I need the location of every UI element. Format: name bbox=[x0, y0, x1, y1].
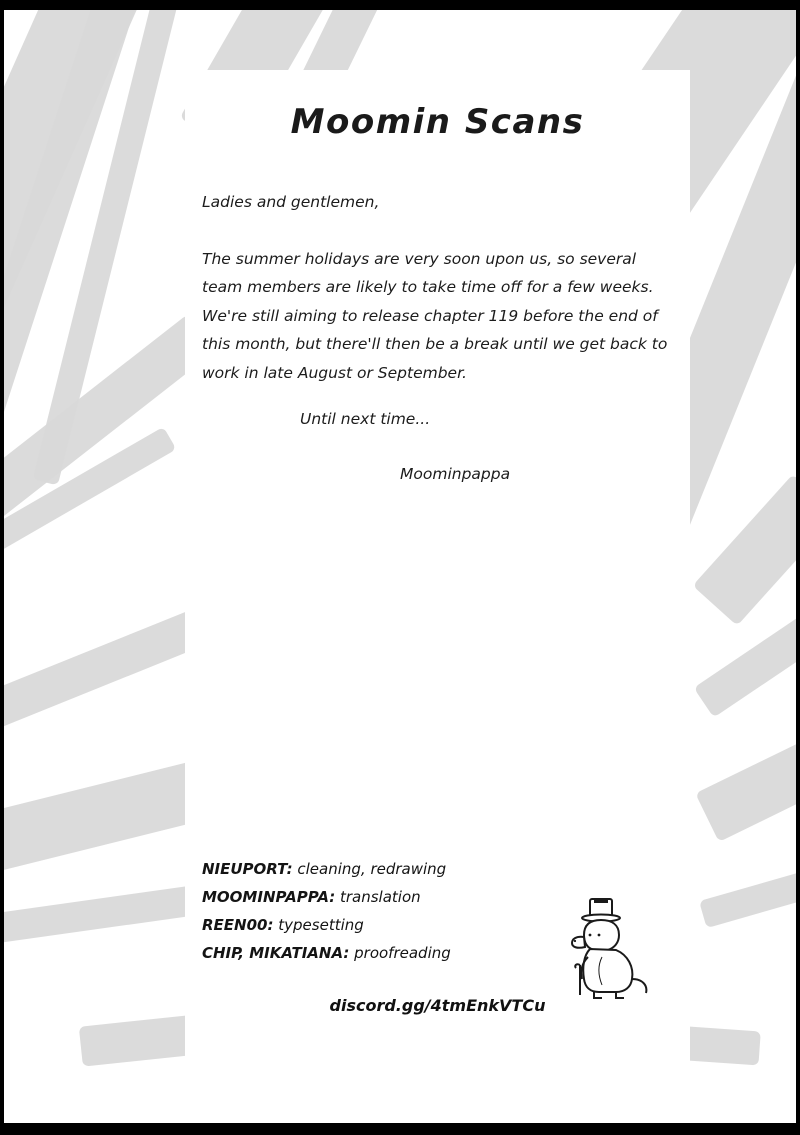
credit-row bbox=[202, 883, 451, 911]
credit-name: MOOMINPAPPA: bbox=[202, 888, 336, 906]
discord-invite-link[interactable]: discord.gg/4tmEnkVTCu bbox=[329, 996, 546, 1015]
credit-name: REEN00: bbox=[202, 916, 274, 934]
page-border-left bbox=[0, 0, 4, 1135]
credits-list bbox=[202, 855, 451, 967]
page-border-top bbox=[0, 0, 800, 10]
credit-task: cleaning, redrawing bbox=[297, 860, 447, 878]
credit-name: NIEUPORT: bbox=[202, 860, 293, 878]
brush-stroke bbox=[695, 732, 800, 842]
moomin-character-icon bbox=[554, 895, 664, 1005]
credit-row bbox=[202, 855, 451, 883]
page-border-right bbox=[796, 0, 800, 1135]
credit-name: CHIP, MIKATIANA: bbox=[202, 944, 350, 962]
credit-task: translation bbox=[340, 888, 421, 906]
credit-row bbox=[202, 939, 451, 967]
letter-greeting: Ladies and gentlemen, bbox=[202, 193, 380, 211]
credit-task: proofreading bbox=[354, 944, 451, 962]
letter-paragraph: The summer holidays are very soon upon us, so several team members are likely to take time off for a few weeks. We're still aiming to release chapter 119 before the end of this month, but there'll then be a break until we get back to work in late August or September. bbox=[202, 249, 668, 382]
page-title: Moomin Scans bbox=[290, 102, 585, 142]
credit-row bbox=[202, 911, 451, 939]
brush-stroke bbox=[0, 605, 216, 753]
page-border-bottom bbox=[0, 1123, 800, 1135]
brush-stroke bbox=[0, 314, 216, 572]
letter-body bbox=[202, 188, 672, 415]
brush-stroke bbox=[694, 598, 800, 717]
credit-task: typesetting bbox=[278, 916, 364, 934]
brush-stroke bbox=[699, 860, 800, 928]
note-card bbox=[185, 70, 690, 1063]
letter-signature: Moominpappa bbox=[400, 465, 511, 483]
brush-stroke bbox=[693, 474, 800, 626]
letter-signoff: Until next time... bbox=[300, 410, 431, 428]
